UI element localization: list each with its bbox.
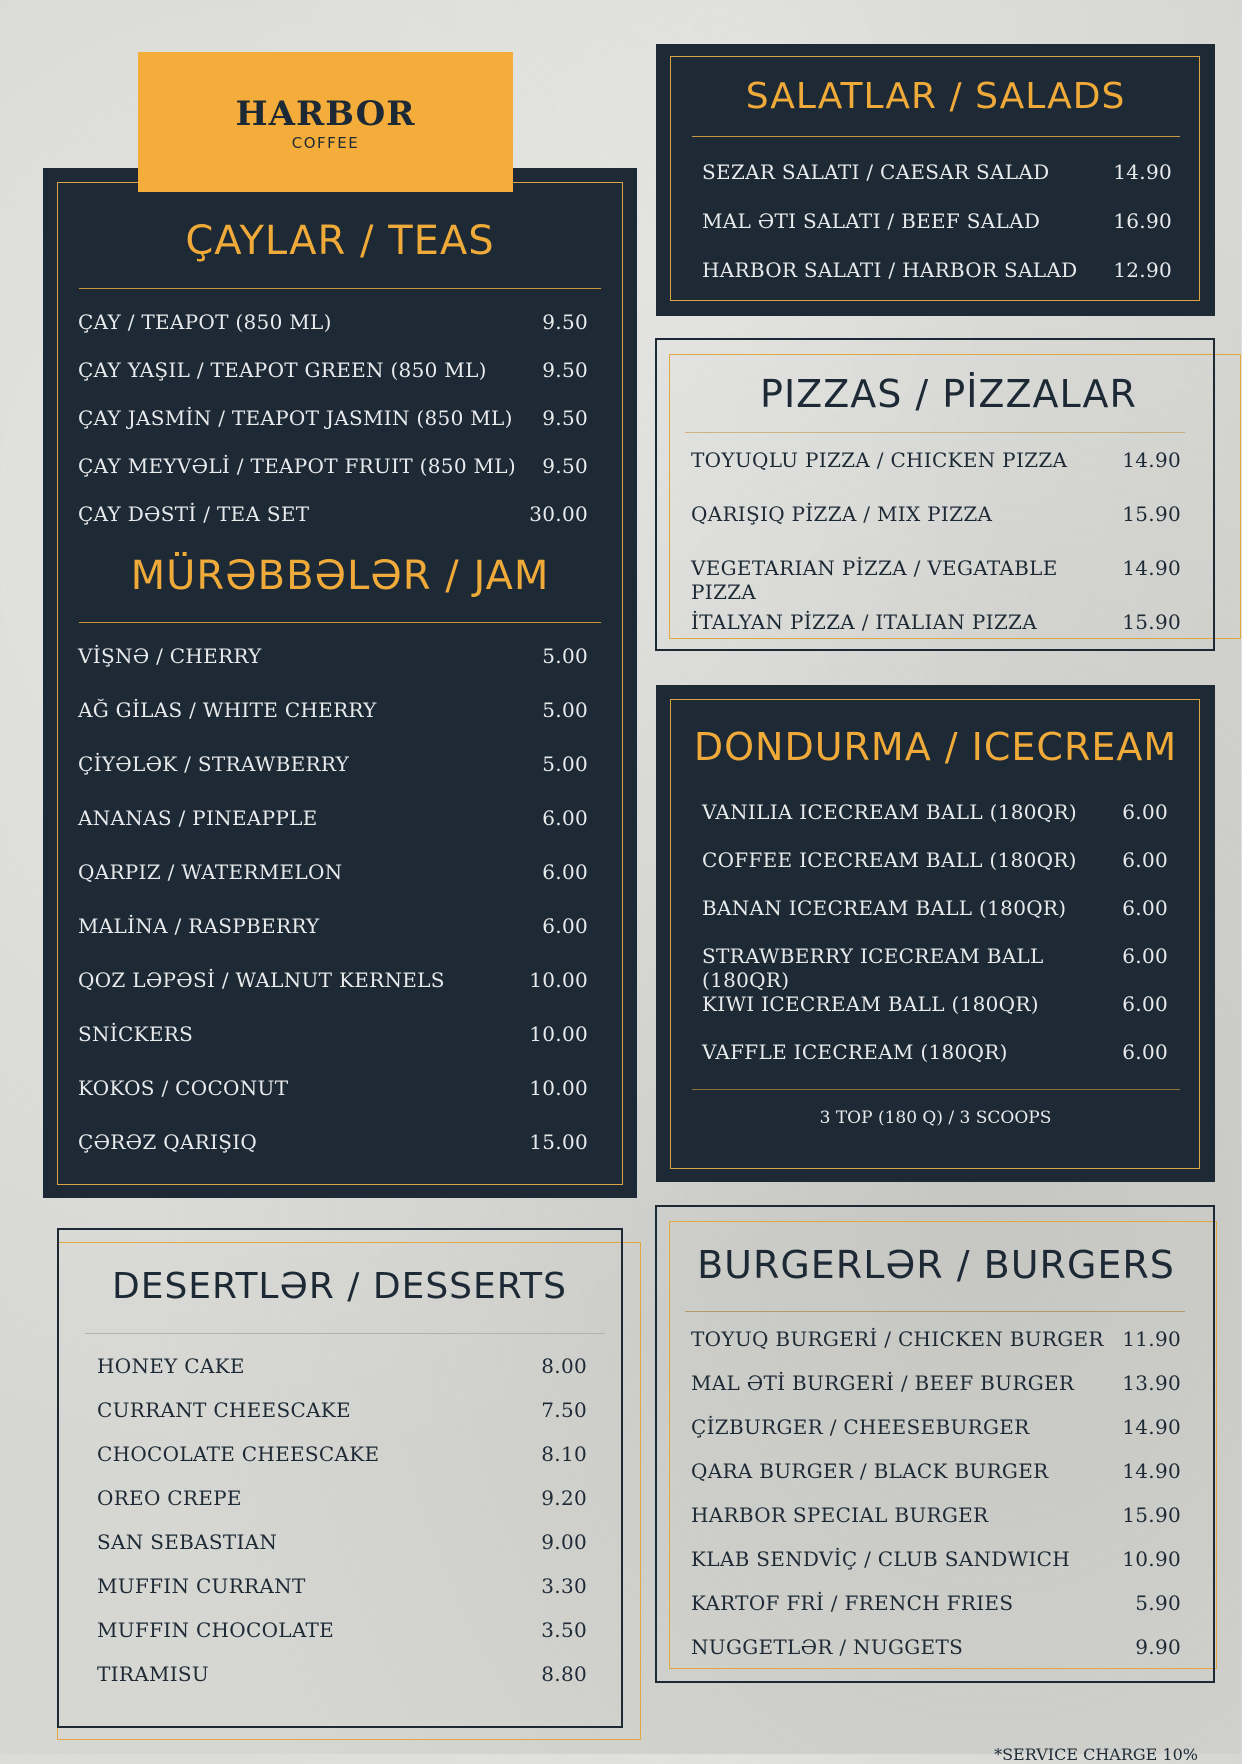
menu-row — [691, 556, 1181, 604]
item-name: TIRAMISU — [97, 1662, 210, 1686]
item-name: VAFFLE ICECREAM (180QR) — [702, 1040, 1008, 1064]
menu-row — [691, 448, 1181, 472]
item-price: 9.50 — [542, 406, 588, 430]
menu-row — [691, 1415, 1181, 1439]
item-name: HARBOR SALATI / HARBOR SALAD — [702, 258, 1078, 282]
item-price: 11.90 — [1122, 1327, 1181, 1351]
item-name: QARA BURGER / BLACK BURGER — [691, 1459, 1049, 1483]
menu-row — [78, 698, 588, 722]
item-price: 30.00 — [529, 502, 588, 526]
item-name: SAN SEBASTIAN — [97, 1530, 278, 1554]
item-name: QOZ LƏPƏSİ / WALNUT KERNELS — [78, 968, 445, 992]
item-name: ÇAY / TEAPOT (850 ML) — [78, 310, 332, 334]
item-price: 6.00 — [1122, 944, 1168, 968]
teas-title: ÇAYLAR / TEAS — [185, 218, 495, 264]
item-price: 15.90 — [1122, 1503, 1181, 1527]
item-price: 6.00 — [1122, 1040, 1168, 1064]
menu-row — [691, 1591, 1181, 1615]
menu-row — [97, 1618, 587, 1642]
item-price: 3.30 — [541, 1574, 587, 1598]
item-price: 9.50 — [542, 310, 588, 334]
menu-row — [702, 258, 1172, 282]
item-price: 8.00 — [541, 1354, 587, 1378]
teas-jam-panel — [43, 168, 637, 1198]
icecream-note: 3 TOP (180 Q) / 3 SCOOPS — [819, 1108, 1052, 1128]
brand-sub: COFFEE — [291, 134, 360, 152]
item-name: CURRANT CHEESCAKE — [97, 1398, 351, 1422]
menu-row — [97, 1442, 587, 1466]
item-price: 7.50 — [541, 1398, 587, 1422]
item-name: AĞ GİLAS / WHITE CHERRY — [78, 698, 377, 722]
brand-name: HARBOR — [235, 94, 416, 134]
item-price: 5.90 — [1135, 1591, 1181, 1615]
item-price: 14.90 — [1113, 160, 1172, 184]
menu-row — [78, 1130, 588, 1154]
item-name: MAL ƏTI SALATI / BEEF SALAD — [702, 209, 1041, 233]
menu-row — [78, 752, 588, 776]
menu-row — [78, 914, 588, 938]
item-name: ÇƏRƏZ QARIŞIQ — [78, 1130, 258, 1154]
menu-row — [702, 944, 1168, 992]
item-price: 3.50 — [541, 1618, 587, 1642]
item-name: TOYUQLU PIZZA / CHICKEN PIZZA — [691, 448, 1068, 472]
item-price: 12.90 — [1113, 258, 1172, 282]
item-name: QARIŞIQ PİZZA / MIX PIZZA — [691, 502, 993, 526]
item-name: KARTOF FRİ / FRENCH FRIES — [691, 1591, 1014, 1615]
item-price: 14.90 — [1122, 1459, 1181, 1483]
menu-row — [691, 1327, 1181, 1351]
menu-row — [97, 1354, 587, 1378]
item-name: ÇAY YAŞIL / TEAPOT GREEN (850 ML) — [78, 358, 487, 382]
menu-row — [691, 1503, 1181, 1527]
menu-row — [691, 1371, 1181, 1395]
item-price: 14.90 — [1122, 1415, 1181, 1439]
item-price: 10.00 — [529, 1076, 588, 1100]
item-name: ÇİYƏLƏK / STRAWBERRY — [78, 752, 350, 776]
menu-row — [691, 1459, 1181, 1483]
item-price: 5.00 — [542, 752, 588, 776]
menu-row — [78, 644, 588, 668]
item-price: 9.00 — [541, 1530, 587, 1554]
item-price: 5.00 — [542, 698, 588, 722]
menu-row — [702, 800, 1168, 824]
item-name: TOYUQ BURGERİ / CHICKEN BURGER — [691, 1327, 1104, 1351]
menu-row — [702, 160, 1172, 184]
item-name: OREO CREPE — [97, 1486, 242, 1510]
item-price: 6.00 — [542, 914, 588, 938]
item-price: 15.90 — [1122, 502, 1181, 526]
icecream-title: DONDURMA / ICECREAM — [693, 725, 1178, 769]
item-price: 8.80 — [541, 1662, 587, 1686]
menu-row — [702, 209, 1172, 233]
menu-row — [691, 502, 1181, 526]
item-price: 10.00 — [529, 1022, 588, 1046]
item-price: 9.50 — [542, 454, 588, 478]
item-price: 16.90 — [1113, 209, 1172, 233]
menu-row — [78, 860, 588, 884]
menu-row — [702, 992, 1168, 1016]
menu-row — [78, 310, 588, 334]
item-price: 9.20 — [541, 1486, 587, 1510]
menu-row — [78, 358, 588, 382]
item-name: COFFEE ICECREAM BALL (180QR) — [702, 848, 1077, 872]
icecream-panel — [656, 685, 1215, 1182]
jam-title: MÜRƏBBƏLƏR / JAM — [130, 553, 550, 599]
item-name: KOKOS / COCONUT — [78, 1076, 289, 1100]
desserts-title: DESERTLƏR / DESSERTS — [111, 1266, 568, 1307]
item-name: ÇİZBURGER / CHEESEBURGER — [691, 1415, 1030, 1439]
item-name: MUFFIN CHOCOLATE — [97, 1618, 335, 1642]
item-price: 10.00 — [529, 968, 588, 992]
item-price: 8.10 — [541, 1442, 587, 1466]
item-price: 10.90 — [1122, 1547, 1181, 1571]
burgers-title: BURGERLƏR / BURGERS — [697, 1243, 1175, 1287]
item-name: STRAWBERRY ICECREAM BALL (180QR) — [702, 944, 1044, 992]
item-name: İTALYAN PİZZA / ITALIAN PIZZA — [691, 610, 1037, 634]
item-price: 14.90 — [1122, 556, 1181, 580]
pizzas-panel — [655, 338, 1242, 656]
menu-row — [78, 454, 588, 478]
item-price: 6.00 — [1122, 800, 1168, 824]
item-name: MUFFIN CURRANT — [97, 1574, 306, 1598]
item-name: MAL ƏTİ BURGERİ / BEEF BURGER — [691, 1371, 1075, 1395]
item-price: 6.00 — [1122, 896, 1168, 920]
item-name: VEGETARIAN PİZZA / VEGATABLE PIZZA — [691, 556, 1058, 604]
item-price: 6.00 — [1122, 992, 1168, 1016]
item-name: HARBOR SPECIAL BURGER — [691, 1503, 989, 1527]
salads-panel — [656, 44, 1215, 316]
menu-row — [702, 1040, 1168, 1064]
item-name: QARPIZ / WATERMELON — [78, 860, 343, 884]
menu-row — [702, 848, 1168, 872]
item-price: 9.90 — [1135, 1635, 1181, 1659]
menu-row — [78, 1076, 588, 1100]
item-name: CHOCOLATE CHEESCAKE — [97, 1442, 380, 1466]
item-price: 5.00 — [542, 644, 588, 668]
menu-row — [78, 406, 588, 430]
salads-title: SALATLAR / SALADS — [745, 76, 1126, 117]
menu-row — [78, 968, 588, 992]
item-price: 6.00 — [542, 806, 588, 830]
item-name: ANANAS / PINEAPPLE — [78, 806, 318, 830]
item-name: ÇAY JASMİN / TEAPOT JASMIN (850 ML) — [78, 406, 513, 430]
item-name: SNİCKERS — [78, 1022, 194, 1046]
menu-row — [78, 502, 588, 526]
item-name: KIWI ICECREAM BALL (180QR) — [702, 992, 1039, 1016]
item-name: ÇAY DƏSTİ / TEA SET — [78, 502, 310, 526]
menu-row — [97, 1398, 587, 1422]
item-price: 14.90 — [1122, 448, 1181, 472]
item-name: BANAN ICECREAM BALL (180QR) — [702, 896, 1067, 920]
burgers-panel — [655, 1205, 1217, 1685]
item-price: 6.00 — [542, 860, 588, 884]
menu-row — [691, 1547, 1181, 1571]
menu-row — [97, 1530, 587, 1554]
item-name: HONEY CAKE — [97, 1354, 245, 1378]
menu-row — [78, 806, 588, 830]
menu-row — [97, 1574, 587, 1598]
menu-row — [97, 1486, 587, 1510]
item-name: KLAB SENDVİÇ / CLUB SANDWICH — [691, 1547, 1070, 1571]
brand-logo — [138, 52, 513, 192]
item-name: NUGGETLƏR / NUGGETS — [691, 1635, 964, 1659]
item-price: 13.90 — [1122, 1371, 1181, 1395]
item-price: 9.50 — [542, 358, 588, 382]
menu-row — [702, 896, 1168, 920]
menu-row — [97, 1662, 587, 1686]
item-price: 15.90 — [1122, 610, 1181, 634]
item-name: VANILIA ICECREAM BALL (180QR) — [702, 800, 1077, 824]
desserts-panel — [57, 1228, 642, 1728]
menu-row — [691, 1635, 1181, 1659]
item-name: VİŞNƏ / CHERRY — [78, 644, 262, 668]
item-name: SEZAR SALATI / CAESAR SALAD — [702, 160, 1050, 184]
service-charge-note: *SERVICE CHARGE 10% — [994, 1745, 1198, 1764]
menu-row — [691, 610, 1181, 634]
item-name: MALİNA / RASPBERRY — [78, 914, 320, 938]
pizzas-title: PIZZAS / PİZZALAR — [760, 372, 1137, 416]
item-price: 15.00 — [529, 1130, 588, 1154]
item-name: ÇAY MEYVƏLİ / TEAPOT FRUIT (850 ML) — [78, 454, 516, 478]
item-price: 6.00 — [1122, 848, 1168, 872]
menu-row — [78, 1022, 588, 1046]
